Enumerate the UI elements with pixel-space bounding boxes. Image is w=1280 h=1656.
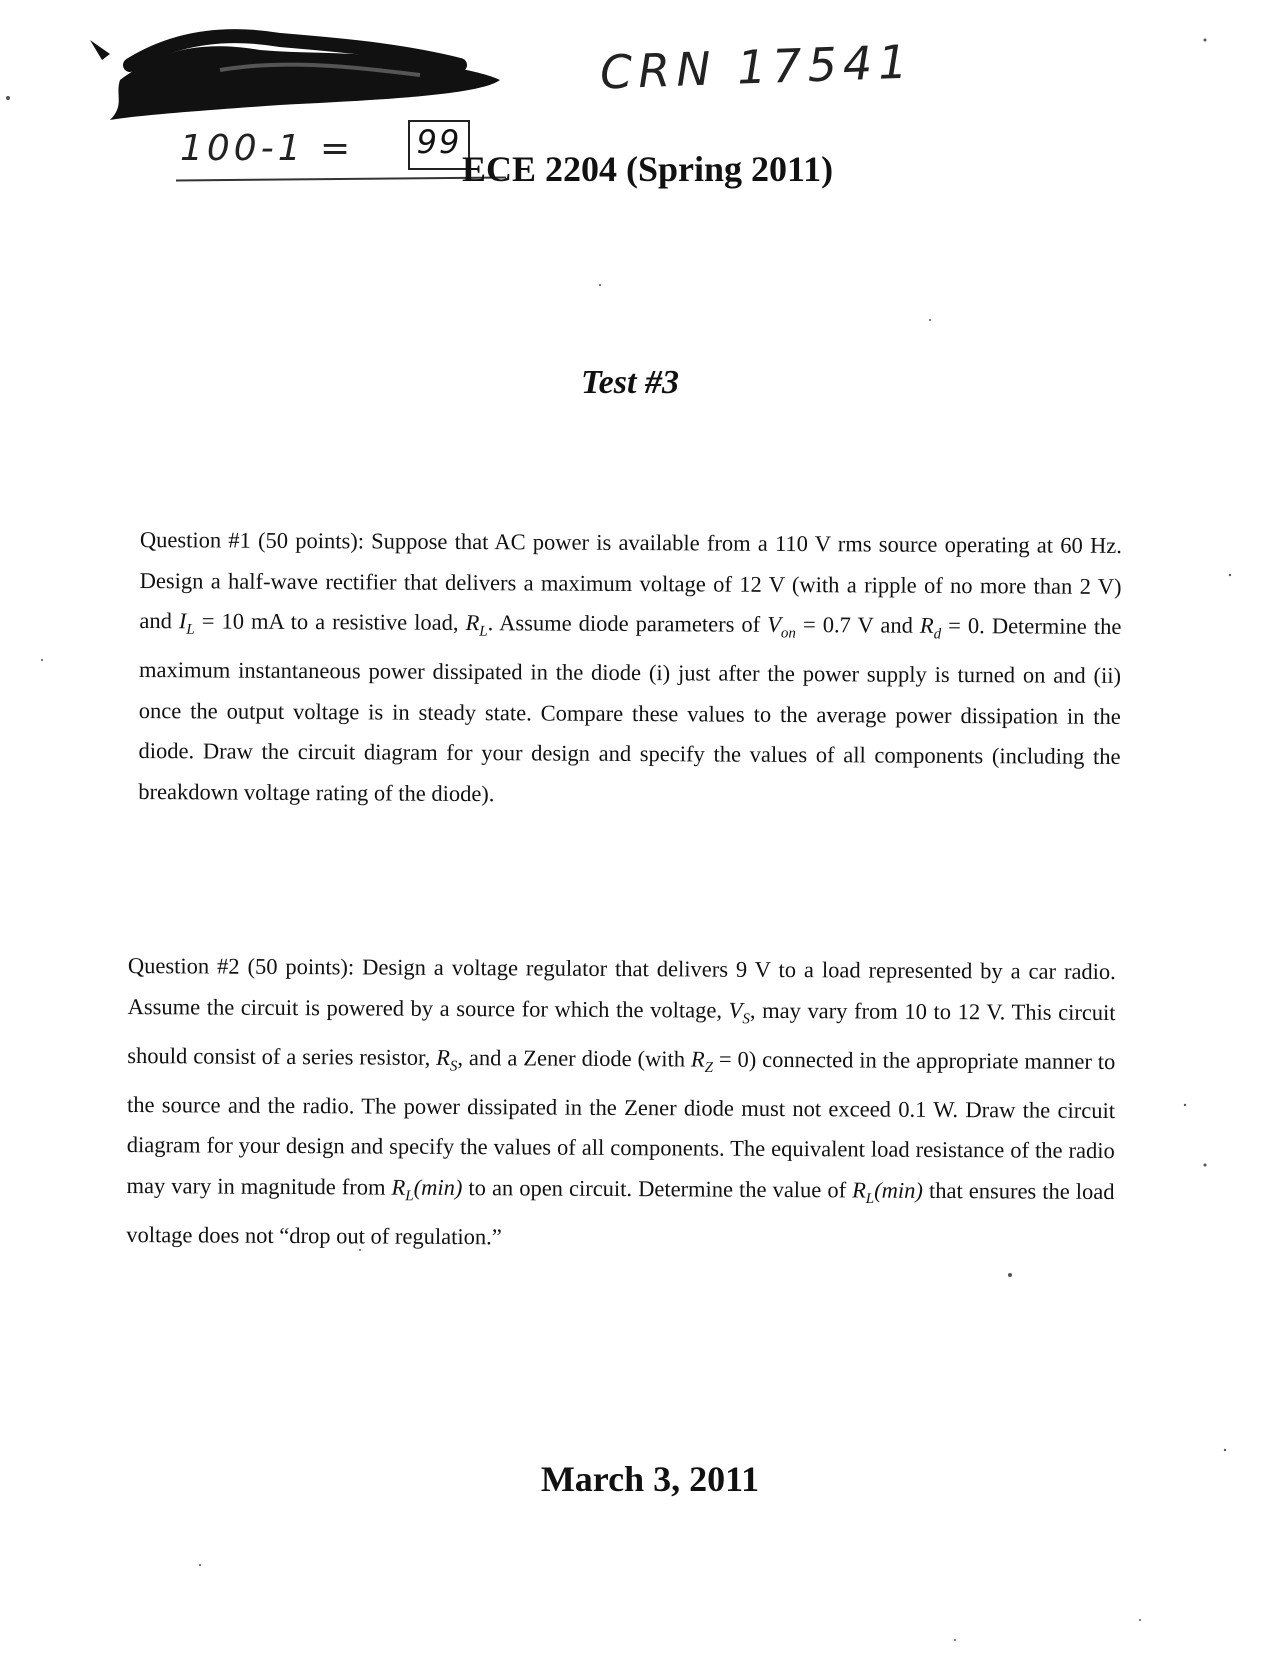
score-underline bbox=[176, 177, 506, 182]
var-vs: $V_S$ bbox=[728, 997, 750, 1027]
course-title: ECE 2204 (Spring 2011) bbox=[462, 149, 834, 189]
var-rlmin-1: $R_L(\min)$ bbox=[391, 1174, 463, 1204]
var-rd: $R_d$ bbox=[919, 612, 942, 643]
question-2: Question #2 (50 points): Design a voltage regulator that delivers 9 V to a load represented by a car radio. Assume the circuit is powered by a source for which the voltage, $V_S$, may vary from 10 to 12 V. This circuit should consist of a series resistor, $R_S$, and a Zener diode (with $R_Z = 0$) connected in the appropriate manner to the source and the radio. The power dissipated in the Zener diode must not exceed 0.1 W. Draw the circuit diagram for your design and specify the values of all components. The equivalent load resistance of the radio may vary in magnitude from $R_L(\min)$ to an open circuit. Determine the value of $R_L(\min)$ that ensures the load voltage does not “drop out of regulation.” bbox=[126, 952, 1116, 1249]
test-title: Test #3 bbox=[581, 364, 679, 401]
score-expression-handwritten: 100-1 = bbox=[180, 128, 355, 169]
var-rl: $R_L$ bbox=[465, 609, 488, 640]
var-rz: $R_Z$ bbox=[690, 1045, 714, 1076]
exam-date: March 3, 2011 bbox=[540, 1459, 760, 1499]
redacted-name-scribble bbox=[80, 20, 520, 120]
question-1: Question #1 (50 points): Suppose that AC power is available from a 110 V rms source operating at 60 Hz. Design a half-wave rectifier that delivers a maximum voltage of 12 V (with a ripple of no more than 2 V) and $I_L = 10$ mA to a resistive load, $R_L$. Assume diode parameters of $V_{on} = 0.7$ V and $R_d = 0$. Determine the maximum instantaneous power dissipated in the diode (i) just after the power supply is turned on and (ii) once the output voltage is in steady state. Compare these values to the average power dissipation in the diode. Draw the circuit diagram for your design and specify the values of all components (including the breakdown voltage rating of the diode). bbox=[138, 526, 1122, 806]
score-total-box: 99 bbox=[408, 120, 470, 170]
var-von: $V_{on}$ bbox=[767, 611, 796, 642]
var-il: $I_L$ bbox=[178, 608, 195, 638]
crn-handwritten: CRN 17541 bbox=[599, 34, 915, 100]
var-rs: $R_S$ bbox=[436, 1044, 458, 1075]
var-rlmin-2: $R_L(\min)$ bbox=[852, 1176, 924, 1207]
question-2-label: Question #2 (50 points): bbox=[127, 952, 355, 980]
question-1-label: Question #1 (50 points): bbox=[139, 526, 365, 554]
